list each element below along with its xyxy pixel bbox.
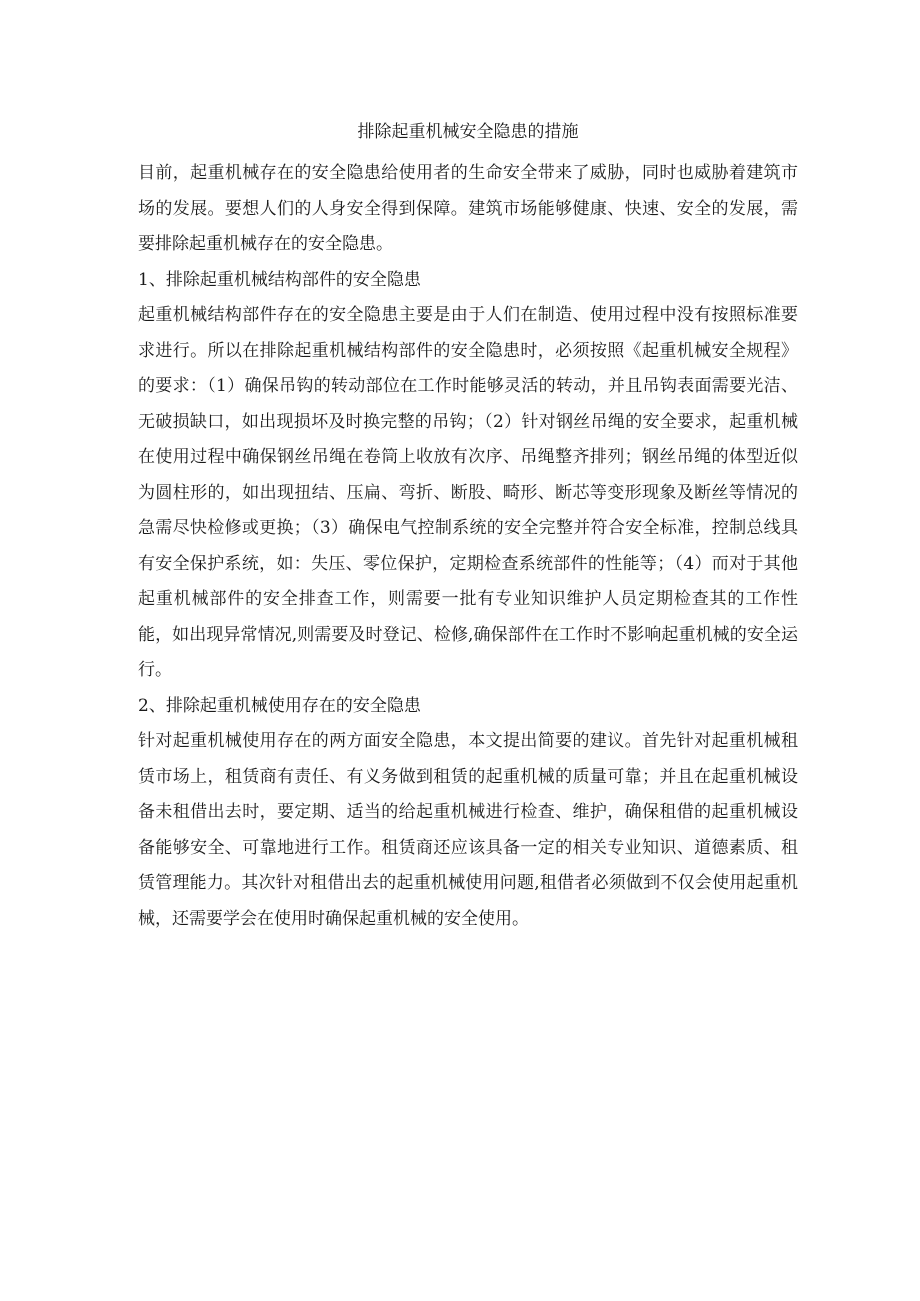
section-heading-1: 1、排除起重机械结构部件的安全隐患 <box>138 269 421 290</box>
document-page <box>138 118 798 937</box>
intro-paragraph: 目前，起重机械存在的安全隐患给使用者的生命安全带来了威胁，同时也威胁着建筑市场的发展。要想人们的人身安全得到保障。建筑市场能够健康、快速、安全的发展，需要排除起重机械存在的安全隐患。 <box>138 163 798 254</box>
section-2-paragraph: 针对起重机械使用存在的两方面安全隐患，本文提出简要的建议。首先针对起重机械租赁市场上，租赁商有责任、有义务做到租赁的起重机械的质量可靠；并且在起重机械设备未租借出去时，要定期、适当的给起重机械进行检查、维护，确保租借的起重机械设备能够安全、可靠地进行工作。租赁商还应该具备一定的相关专业知识、道德素质、租赁管理能力。其次针对租借出去的起重机械使用问题,租借者必须做到不仅会使用起重机械，还需要学会在使用时确保起重机械的安全使用。 <box>138 731 798 929</box>
document-title: 排除起重机械安全隐患的措施 <box>357 122 579 142</box>
section-heading-2: 2、排除起重机械使用存在的安全隐患 <box>138 695 421 716</box>
section-1-paragraph: 起重机械结构部件存在的安全隐患主要是由于人们在制造、使用过程中没有按照标准要求进行。所以在排除起重机械结构部件的安全隐患时，必须按照《起重机械安全规程》的要求：（1）确保吊钩的转动部位在工作时能够灵活的转动，并且吊钩表面需要光洁、无破损缺口，如出现损坏及时换完整的吊钩；（2）针对钢丝吊绳的安全要求，起重机械在使用过程中确保钢丝吊绳在卷筒上收放有次序、吊绳整齐排列；钢丝吊绳的体型近似为圆柱形的，如出现扭结、压扁、弯折、断股、畸形、断芯等变形现象及断丝等情况的急需尽快检修或更换；（3）确保电气控制系统的安全完整并符合安全标准，控制总线具有安全保护系统，如：失压、零位保护，定期检查系统部件的性能等；（4）而对于其他起重机械部件的安全排查工作，则需要一批有专业知识维护人员定期检查其的工作性能，如出现异常情况,则需要及时登记、检修,确保部件在工作时不影响起重机械的安全运行。 <box>138 305 798 680</box>
